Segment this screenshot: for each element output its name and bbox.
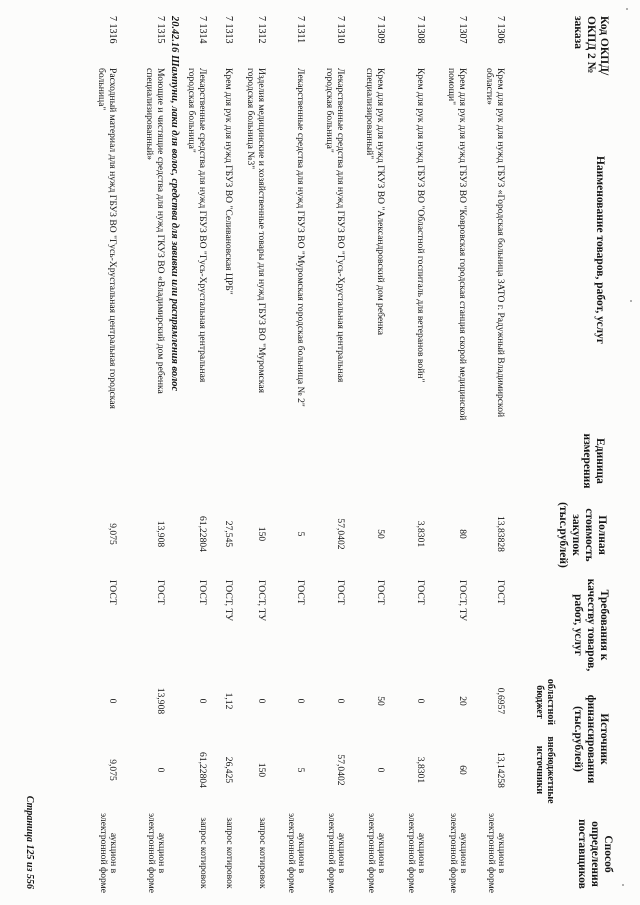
row-requirements: ГОСТ	[197, 580, 208, 605]
row-code: 7 1306	[495, 16, 506, 44]
row-code: 7 1307	[457, 16, 468, 44]
row-code: 7 1312	[256, 16, 267, 44]
row-cost: 5	[295, 531, 306, 537]
row-requirements: ГОСТ, ТУ	[457, 580, 468, 622]
row-regional: 13,908	[155, 687, 166, 715]
row-cost: 13,908	[155, 520, 166, 548]
header-method: Способ определения поставщиков	[576, 819, 614, 889]
row-method: аукцион в электронной форме	[145, 812, 167, 894]
row-regional: 0	[335, 698, 346, 704]
header-funding-regional: областной бюджет	[534, 678, 556, 726]
row-extra: 5	[295, 767, 306, 773]
row-cost: 50	[375, 529, 386, 539]
row-code: 7 1313	[223, 16, 234, 44]
row-name: Крем для рук для нужд ГБУЗ ВО "Селивановская ЦРБ"	[223, 68, 234, 295]
row-extra: 13,14258	[495, 752, 506, 788]
row-regional: 0	[107, 698, 118, 704]
row-requirements: ГОСТ, ТУ	[223, 580, 234, 622]
section-heading: 20.42.16 Шампуни, лаки для волос, средства для завивки или распрямления волос	[169, 16, 180, 392]
row-extra: 61,22804	[197, 752, 208, 788]
row-code: 7 1308	[415, 16, 426, 44]
row-method: аукцион в электронной форме	[97, 812, 119, 894]
row-regional: 0	[295, 698, 306, 704]
row-cost: 57,0402	[335, 518, 346, 550]
row-name: Крем для рук для нужд ГКУЗ ВО "Александровский дом ребенка специализированный"	[363, 68, 386, 336]
header-unit: Единица измерения	[581, 433, 606, 489]
row-requirements: ГОСТ	[107, 580, 118, 605]
row-name: Лекарственные средства для нужд ГБУЗ ВО "Гусь-Хрустальная центральная городская больница"	[185, 68, 208, 383]
row-code: 7 1315	[155, 16, 166, 44]
row-regional: 50	[375, 696, 386, 706]
row-cost: 27,545	[223, 520, 234, 548]
row-method: запрос котировок	[257, 817, 268, 889]
row-regional: 0	[415, 698, 426, 704]
row-code: 7 1311	[295, 16, 306, 44]
header-funding-extra: внебюджетные источники	[534, 736, 556, 804]
row-cost: 80	[457, 529, 468, 539]
scan-speck	[630, 300, 632, 302]
row-extra: 60	[457, 765, 468, 775]
row-name: Изделия медицинские и хозяйственные товары для нужд ГБУЗ ВО "Муромская городская больница №3"	[244, 68, 267, 394]
row-code: 7 1314	[197, 16, 208, 44]
row-cost: 13,83828	[495, 516, 506, 552]
row-requirements: ГОСТ	[375, 580, 386, 605]
row-requirements: ГОСТ	[415, 580, 426, 605]
row-method: аукцион в электронной форме	[325, 812, 347, 894]
row-regional: 0	[197, 698, 208, 704]
row-name: Расходный материал для нужд ГБУЗ ВО "Гусь-Хрустальная центральная городская больница"	[95, 68, 118, 409]
row-regional: 1,12	[223, 692, 234, 710]
row-method: аукцион в электронной форме	[405, 812, 427, 894]
scan-speck	[622, 884, 624, 886]
row-extra: 150	[256, 762, 267, 778]
row-extra: 9,075	[107, 759, 118, 781]
row-cost: 3,8301	[415, 520, 426, 548]
row-name: Лекарственные средства для нужд ГБУЗ ВО "Муромская городская больница № 2"	[295, 68, 306, 407]
header-funding: Источник финансирования (тыс.рублей)	[572, 694, 610, 784]
row-requirements: ГОСТ	[155, 580, 166, 605]
row-cost: 150	[256, 526, 267, 542]
row-name: Лекарственные средства для нужд ГБУЗ ВО "Гусь-Хрустальная центральная городская больница"	[323, 68, 346, 383]
row-code: 7 1316	[107, 16, 118, 44]
header-code: Код ОКПД/ ОКПД 2 № заказа	[572, 16, 610, 76]
row-method: запрос котировок	[198, 817, 209, 889]
row-name: Крем для рук для нужд ГБУЗ ВО "Областной госпиталь для ветеранов войн"	[415, 68, 426, 383]
row-regional: 0	[256, 698, 267, 704]
scan-speck	[626, 8, 628, 10]
row-name: Крем для рук для нужд ГБУЗ «Городская больница ЗАТО г. Радужный Владимирской области»	[483, 68, 506, 418]
row-code: 7 1309	[375, 16, 386, 44]
row-requirements: ГОСТ	[335, 580, 346, 605]
row-code: 7 1310	[335, 16, 346, 44]
row-extra: 0	[375, 767, 386, 773]
row-regional: 20	[457, 696, 468, 706]
page-number: Страница 125 из 556	[24, 795, 36, 889]
row-cost: 61,22804	[197, 516, 208, 552]
row-name: Моющие и чистящие средства для нужд ГКУЗ ВО «Владимирский дом ребенка специализированный»	[143, 68, 166, 394]
row-regional: 0,6957	[495, 687, 506, 715]
row-extra: 57,0402	[335, 754, 346, 786]
header-requirements: Требования к качеству товаров, работ, услуг	[572, 578, 610, 672]
row-extra: 3,8301	[415, 756, 426, 784]
row-name: Крем для рук для нужд ГБУЗ ВО "Ковровская городская станция скорой медицинской помощи"	[445, 68, 468, 421]
row-extra: 26,425	[223, 756, 234, 784]
row-method: аукцион в электронной форме	[285, 812, 307, 894]
row-method: запрос котировок	[224, 817, 235, 889]
row-method: аукцион в электронной форме	[485, 812, 507, 894]
row-method: аукцион в электронной форме	[447, 812, 469, 894]
row-cost: 9,075	[107, 523, 118, 545]
header-cost: Полная стоимость закупок (тыс.рублей)	[557, 502, 608, 568]
header-name: Наименование товаров, работ, услуг	[594, 155, 606, 345]
row-requirements: ГОСТ, ТУ	[256, 580, 267, 622]
row-extra: 0	[155, 767, 166, 773]
row-requirements: ГОСТ	[495, 580, 506, 605]
row-requirements: ГОСТ	[295, 580, 306, 605]
row-method: аукцион в электронной форме	[365, 812, 387, 894]
